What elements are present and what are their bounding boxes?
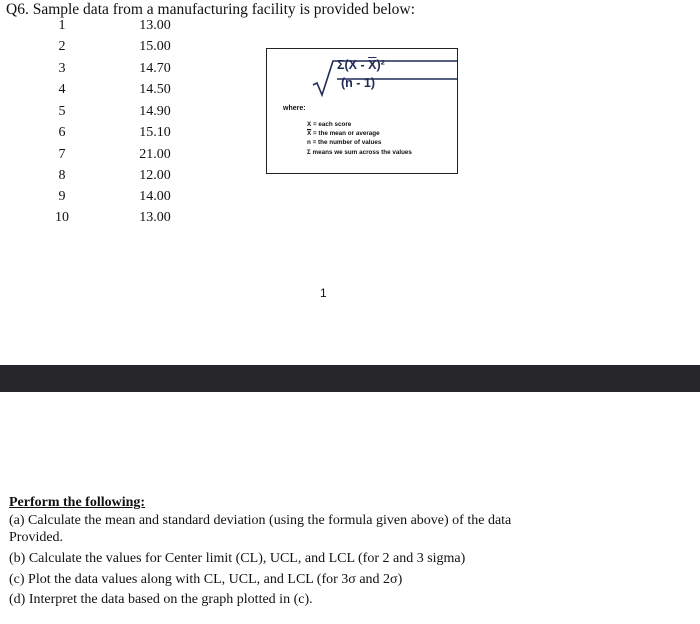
sample-value: 14.70 bbox=[139, 61, 171, 76]
sample-value: 14.90 bbox=[139, 104, 171, 119]
square-root-symbol bbox=[311, 57, 461, 99]
sample-value: 14.00 bbox=[139, 189, 171, 204]
sample-value: 15.10 bbox=[139, 125, 171, 140]
formula-numerator: $\Sigma(X - \overline{X})^2$ bbox=[337, 58, 385, 72]
instruction-c: (c) Plot the data values along with CL, UCL, and LCL (for 3σ and 2σ) bbox=[9, 572, 403, 587]
definition-n: n = the number of values bbox=[307, 139, 382, 147]
formula-definitions bbox=[307, 120, 412, 157]
definition-sigma: Σ means we sum across the values bbox=[307, 148, 412, 156]
instruction-a-line1: (a) Calculate the mean and standard deviation (using the formula given above) of the data bbox=[9, 513, 512, 528]
sample-value: 21.00 bbox=[139, 147, 171, 162]
where-label: where: bbox=[283, 105, 306, 112]
sample-value: 13.00 bbox=[139, 18, 171, 33]
sample-index: 5 bbox=[58, 104, 66, 119]
definition-x: X = each score bbox=[307, 121, 352, 128]
instruction-d: (d) Interpret the data based on the graph plotted in (c). bbox=[9, 592, 313, 607]
sample-index: 3 bbox=[58, 61, 66, 76]
definition-xbar: $\overline{X}$ = the mean or average bbox=[307, 130, 380, 138]
sample-value: 12.00 bbox=[139, 168, 171, 183]
sample-value: 13.00 bbox=[139, 210, 171, 225]
sample-index: 8 bbox=[58, 168, 66, 183]
section-divider-bar bbox=[0, 365, 700, 392]
sample-index: 2 bbox=[58, 39, 66, 54]
std-dev-formula-box bbox=[266, 48, 458, 174]
sample-index: 4 bbox=[58, 82, 66, 97]
instruction-a-line2: Provided. bbox=[9, 530, 64, 545]
sample-index: 9 bbox=[58, 189, 66, 204]
sample-value: 15.00 bbox=[139, 39, 171, 54]
sample-index: 1 bbox=[58, 18, 66, 33]
page-number: 1 bbox=[320, 286, 327, 300]
sample-index: 7 bbox=[58, 147, 66, 162]
formula-denominator: (n - 1) bbox=[341, 76, 376, 90]
sample-index: 6 bbox=[58, 125, 66, 140]
sample-value: 14.50 bbox=[139, 82, 171, 97]
instructions-heading: Perform the following: bbox=[9, 495, 146, 510]
instruction-b: (b) Calculate the values for Center limit (CL), UCL, and LCL (for 2 and 3 sigma) bbox=[9, 551, 466, 566]
sample-index: 10 bbox=[55, 210, 69, 225]
question-title: Q6. Sample data from a manufacturing facility is provided below: bbox=[6, 1, 415, 18]
